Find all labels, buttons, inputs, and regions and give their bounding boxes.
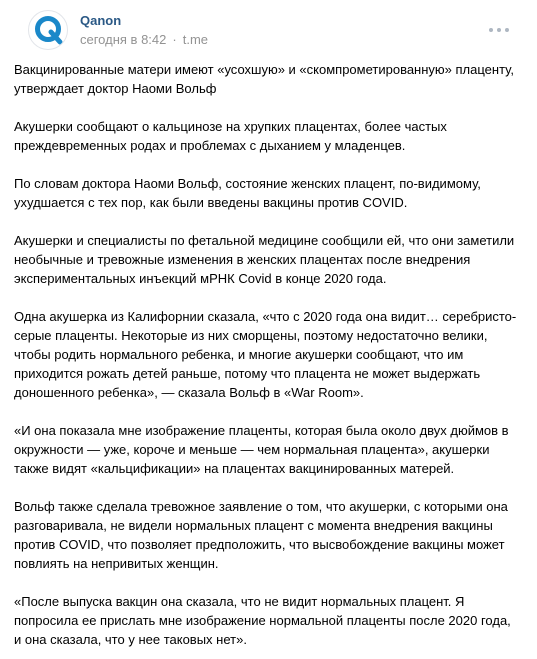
qanon-q-logo-icon	[29, 11, 67, 49]
post-paragraph	[14, 60, 523, 98]
paragraph-line: экспериментальных инъекций мРНК Covid в конце 2020 года.	[14, 271, 387, 286]
post-paragraph	[14, 307, 523, 402]
paragraph-line: чтобы родить нормального ребенка, и многие акушерки сообщают, что им	[14, 347, 464, 362]
avatar[interactable]	[28, 10, 68, 50]
paragraph-line: также видят «кальцификации» на плацентах вакцинированных матерей.	[14, 461, 455, 476]
paragraph-line: По словам доктора Наоми Вольф, состояние женских плацент, по-видимому,	[14, 176, 481, 191]
paragraph-line: необычные и тревожные изменения в женских плацентах после внедрения	[14, 252, 471, 267]
post-paragraph	[14, 421, 523, 478]
post-time[interactable]: сегодня в 8:42	[80, 32, 167, 47]
paragraph-line: попросила ее прислать мне изображение нормальной плаценты после 2020 года,	[14, 613, 511, 628]
paragraph-line: приходится рожать детей раньше, потому что плацента не может выдержать	[14, 366, 481, 381]
more-options-button[interactable]	[489, 22, 509, 38]
paragraph-line: повлиять на непривитых женщин.	[14, 556, 219, 571]
paragraph-line: Акушерки и специалисты по фетальной медицине сообщили ей, что они заметили	[14, 233, 515, 248]
post-paragraph	[14, 174, 523, 212]
paragraph-line: Акушерки сообщают о кальцинозе на хрупких плацентах, более частых	[14, 119, 447, 134]
post-paragraph	[14, 592, 523, 649]
more-dots-icon	[489, 28, 493, 32]
author-name[interactable]: Qanon	[80, 13, 122, 28]
paragraph-line: Вольф также сделала тревожное заявление о том, что акушерки, с которыми она	[14, 499, 508, 514]
paragraph-line: серые плаценты. Некоторые из них сморщены, поэтому недостаточно велики,	[14, 328, 488, 343]
paragraph-line: Одна акушерка из Калифорнии сказала, «что с 2020 года она видит… серебристо-	[14, 309, 517, 324]
paragraph-line: ухудшается с тех пор, как были введены вакцины против COVID.	[14, 195, 408, 210]
meta-separator: ·	[172, 32, 177, 47]
post-header	[14, 0, 523, 60]
paragraph-line: доношенного ребенка», — сказала Вольф в «War Room».	[14, 385, 364, 400]
paragraph-line: против COVID, что позволяет предположить, что высвобождение вакцины может	[14, 537, 505, 552]
post-paragraph	[14, 497, 523, 573]
paragraph-line: и она сказала, что у нее таковых нет».	[14, 632, 247, 647]
paragraph-line: утверждает доктор Наоми Вольф	[14, 81, 217, 96]
paragraph-line: «После выпуска вакцин она сказала, что не видит нормальных плацент. Я	[14, 594, 465, 609]
paragraph-line: окружности — уже, короче и меньше — чем нормальная плацента», акушерки	[14, 442, 490, 457]
post-text	[14, 60, 523, 649]
post-source[interactable]: t.me	[182, 32, 209, 47]
post-meta	[80, 32, 208, 48]
paragraph-line: преждевременных родах и проблемах с дыханием у младенцев.	[14, 138, 406, 153]
paragraph-line: Вакцинированные матери имеют «усохшую» и «скомпрометированную» плаценту,	[14, 62, 514, 77]
paragraph-line: разговаривала, не видели нормальных плацент с момента внедрения вакцины	[14, 518, 493, 533]
post-paragraph	[14, 231, 523, 288]
paragraph-line: «И она показала мне изображение плаценты, которая была около двух дюймов в	[14, 423, 509, 438]
post-paragraph	[14, 117, 523, 155]
